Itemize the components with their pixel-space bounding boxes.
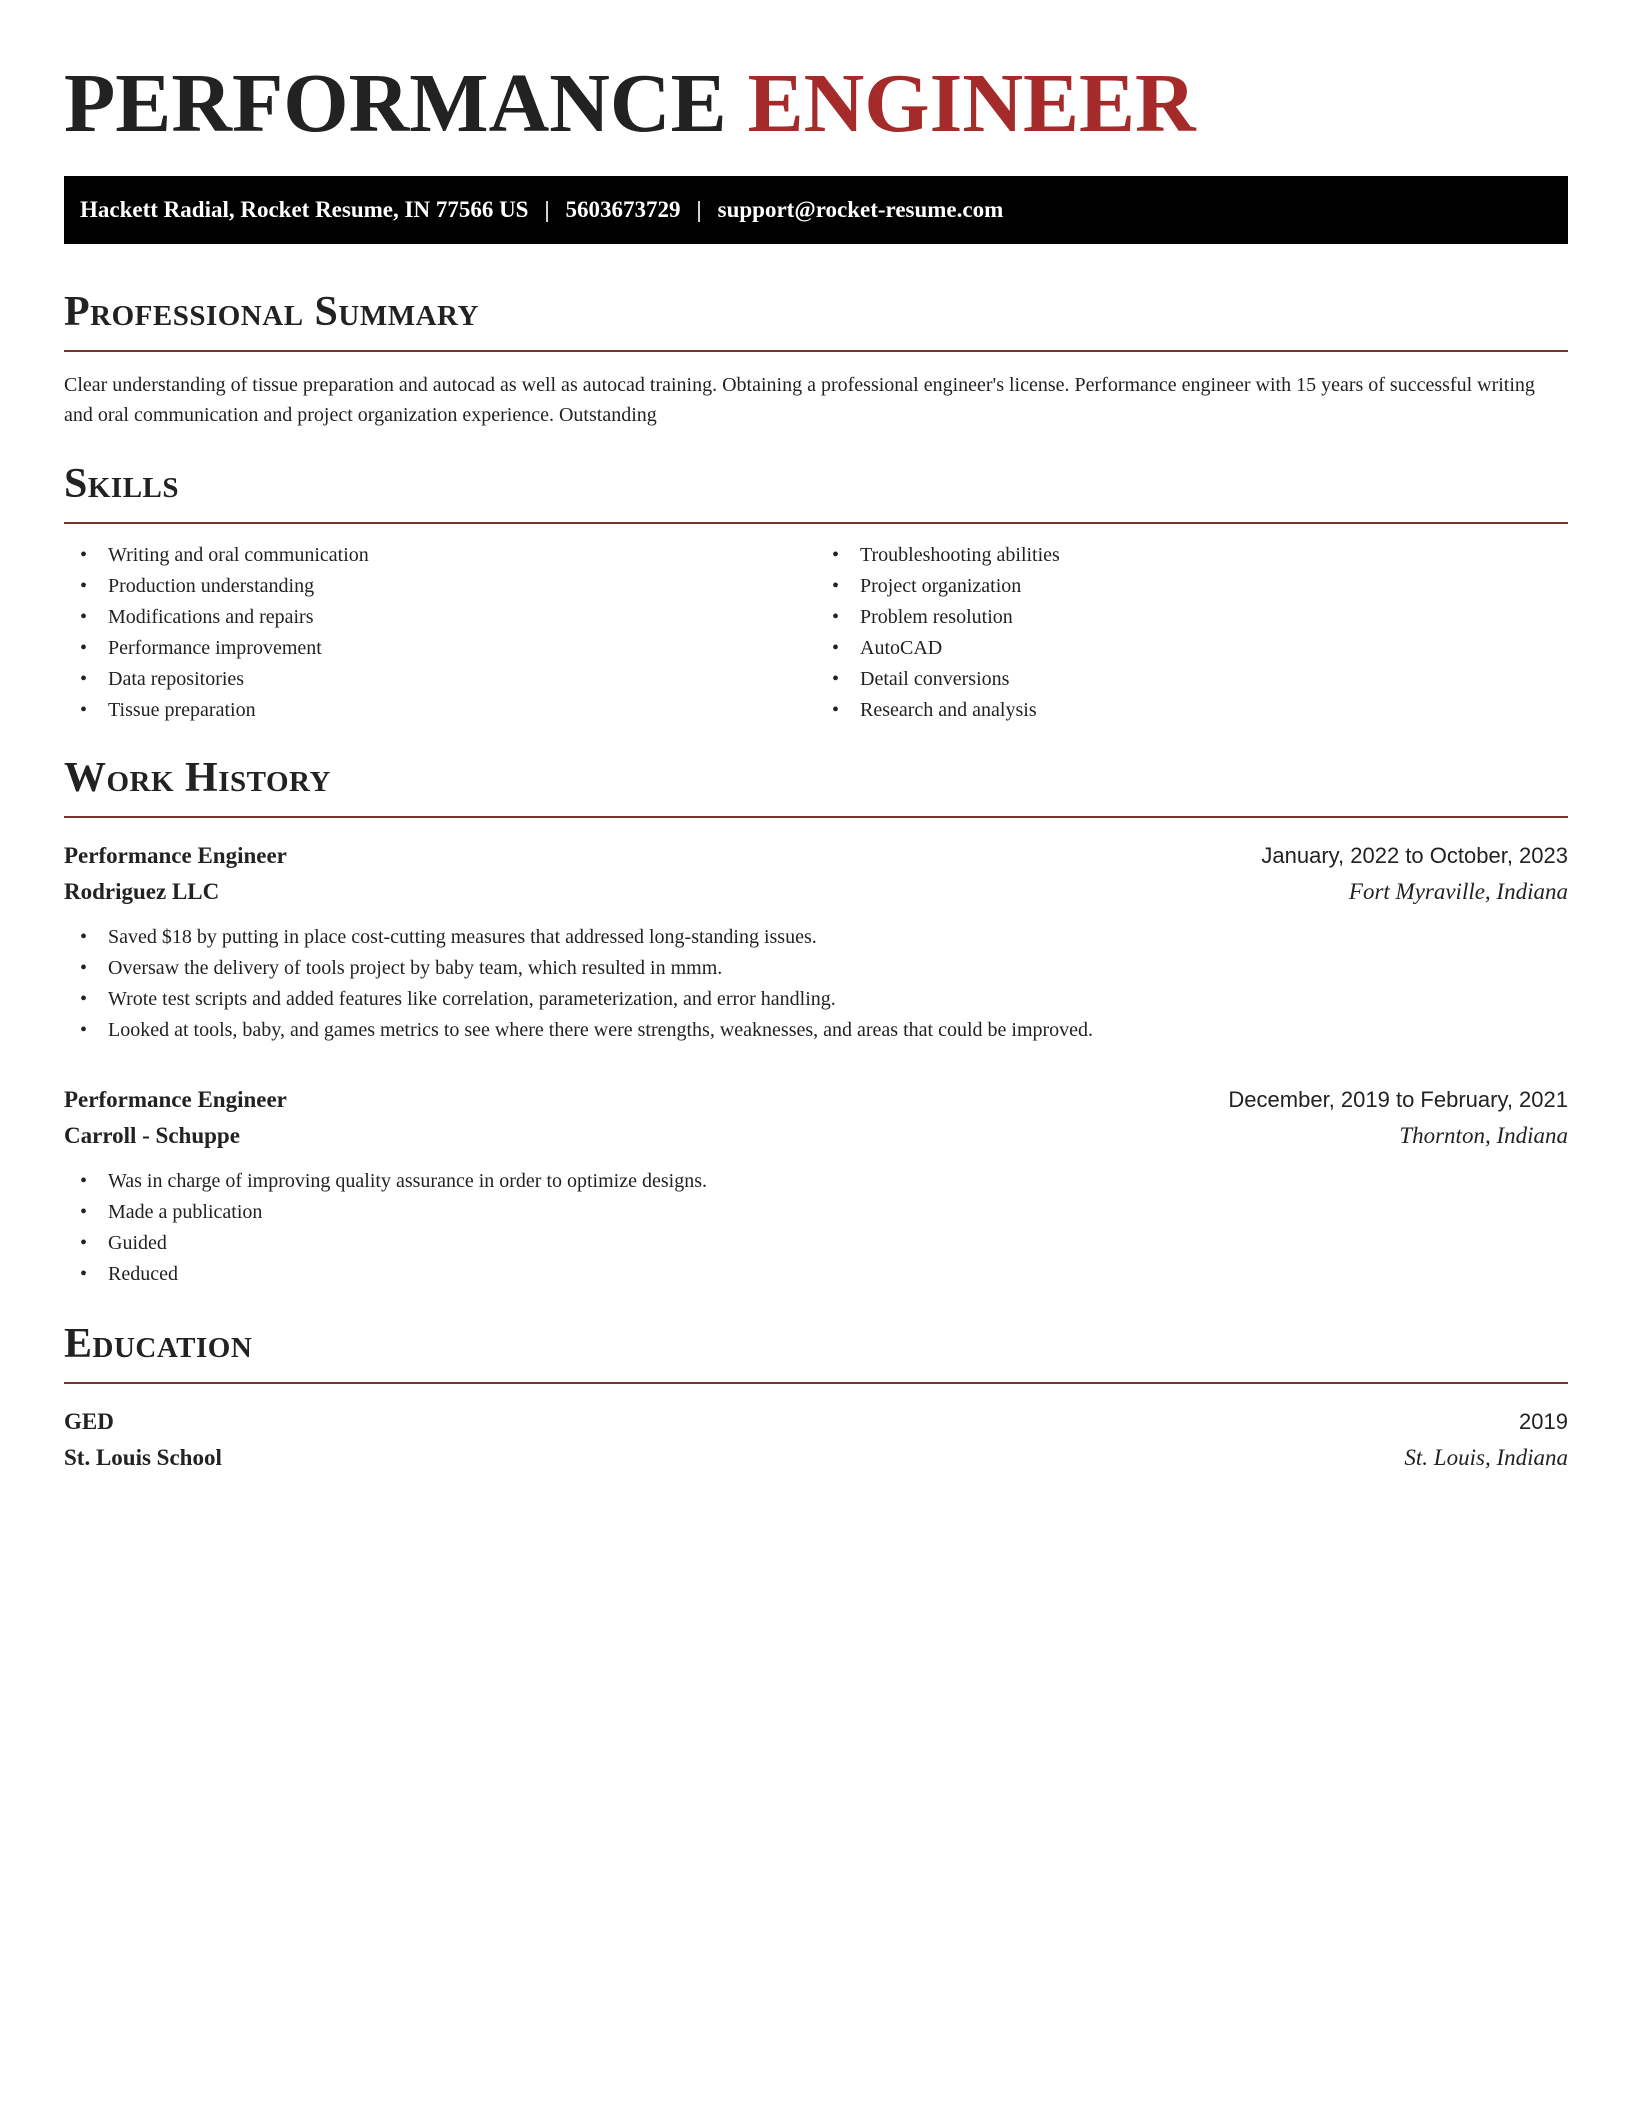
section-divider bbox=[64, 816, 1568, 818]
job-entry bbox=[64, 838, 1568, 1046]
resume-title bbox=[64, 0, 1568, 152]
job-bullet: • Wrote test scripts and added features like correlation, parameterization, and error handling. bbox=[64, 984, 1568, 1015]
job-bullet: • Saved $18 by putting in place cost-cutting measures that addressed long-standing issues. bbox=[64, 922, 1568, 953]
education-degree-row bbox=[64, 1404, 1568, 1440]
job-bullet: • Reduced bbox=[64, 1259, 1568, 1290]
job-company: Rodriguez LLC bbox=[64, 879, 220, 904]
job-bullets bbox=[64, 1166, 1568, 1290]
job-dates: January, 2022 to October, 2023 bbox=[1261, 843, 1568, 868]
contact-bar bbox=[64, 176, 1568, 244]
job-bullet: • Looked at tools, baby, and games metrics to see where there were strengths, weaknesses, and areas that could be improved. bbox=[64, 1015, 1568, 1046]
contact-email: support@rocket-resume.com bbox=[717, 197, 1004, 222]
skill-item: • Modifications and repairs bbox=[64, 602, 816, 633]
education-location: St. Louis, Indiana bbox=[1404, 1445, 1568, 1470]
skill-item: • Detail conversions bbox=[816, 664, 1568, 695]
title-first-word: PERFORMANCE bbox=[64, 57, 727, 150]
skill-item: • Research and analysis bbox=[816, 695, 1568, 726]
job-header-row bbox=[64, 1082, 1568, 1118]
job-company-row bbox=[64, 874, 1568, 910]
job-company: Carroll - Schuppe bbox=[64, 1123, 240, 1148]
skill-item: • Data repositories bbox=[64, 664, 816, 695]
job-bullet: • Was in charge of improving quality assurance in order to optimize designs. bbox=[64, 1166, 1568, 1197]
skill-item: • Performance improvement bbox=[64, 633, 816, 664]
skill-item: • Problem resolution bbox=[816, 602, 1568, 633]
job-location: Fort Myraville, Indiana bbox=[1348, 879, 1568, 904]
job-bullet: • Guided bbox=[64, 1228, 1568, 1259]
contact-phone: 5603673729 bbox=[565, 197, 681, 222]
job-dates: December, 2019 to February, 2021 bbox=[1228, 1087, 1568, 1112]
skills-column-left bbox=[64, 540, 816, 726]
skills-column-right bbox=[816, 540, 1568, 726]
education-section bbox=[64, 1320, 1568, 1476]
section-divider bbox=[64, 350, 1568, 352]
job-header-row bbox=[64, 838, 1568, 874]
job-entry bbox=[64, 1082, 1568, 1290]
title-accent-word: ENGINEER bbox=[747, 57, 1196, 150]
job-bullets bbox=[64, 922, 1568, 1046]
job-bullet: • Oversaw the delivery of tools project by baby team, which resulted in mmm. bbox=[64, 953, 1568, 984]
job-title: Performance Engineer bbox=[64, 843, 287, 868]
skill-item: • Troubleshooting abilities bbox=[816, 540, 1568, 571]
job-title: Performance Engineer bbox=[64, 1087, 287, 1112]
job-bullet: • Made a publication bbox=[64, 1197, 1568, 1228]
job-location: Thornton, Indiana bbox=[1399, 1123, 1568, 1148]
education-school: St. Louis School bbox=[64, 1445, 222, 1470]
education-degree: GED bbox=[64, 1409, 114, 1434]
education-entry bbox=[64, 1404, 1568, 1476]
skills-heading: Skills bbox=[64, 461, 180, 507]
contact-separator: | bbox=[544, 197, 550, 222]
skill-item: • Tissue preparation bbox=[64, 695, 816, 726]
skill-item: • Writing and oral communication bbox=[64, 540, 816, 571]
skill-item: • Project organization bbox=[816, 571, 1568, 602]
work-history-section bbox=[64, 754, 1568, 1290]
section-divider bbox=[64, 522, 1568, 524]
work-history-heading: Work History bbox=[64, 755, 331, 801]
skill-item: • Production understanding bbox=[64, 571, 816, 602]
summary-heading: Professional Summary bbox=[64, 289, 479, 335]
contact-address: Hackett Radial, Rocket Resume, IN 77566 US bbox=[80, 197, 529, 222]
contact-separator: | bbox=[696, 197, 702, 222]
summary-text: Clear understanding of tissue preparation and autocad as well as autocad training. Obtaining a professional engineer's license. Performance engineer with 15 years of successful writing and oral communication and project organization experience. Outstanding bbox=[64, 374, 1535, 426]
education-year: 2019 bbox=[1519, 1409, 1568, 1434]
education-heading: Education bbox=[64, 1321, 253, 1367]
summary-section bbox=[64, 288, 1568, 430]
skills-section bbox=[64, 460, 1568, 726]
education-school-row bbox=[64, 1440, 1568, 1476]
job-company-row bbox=[64, 1118, 1568, 1154]
skill-item: • AutoCAD bbox=[816, 633, 1568, 664]
skills-grid bbox=[64, 540, 1568, 726]
section-divider bbox=[64, 1382, 1568, 1384]
